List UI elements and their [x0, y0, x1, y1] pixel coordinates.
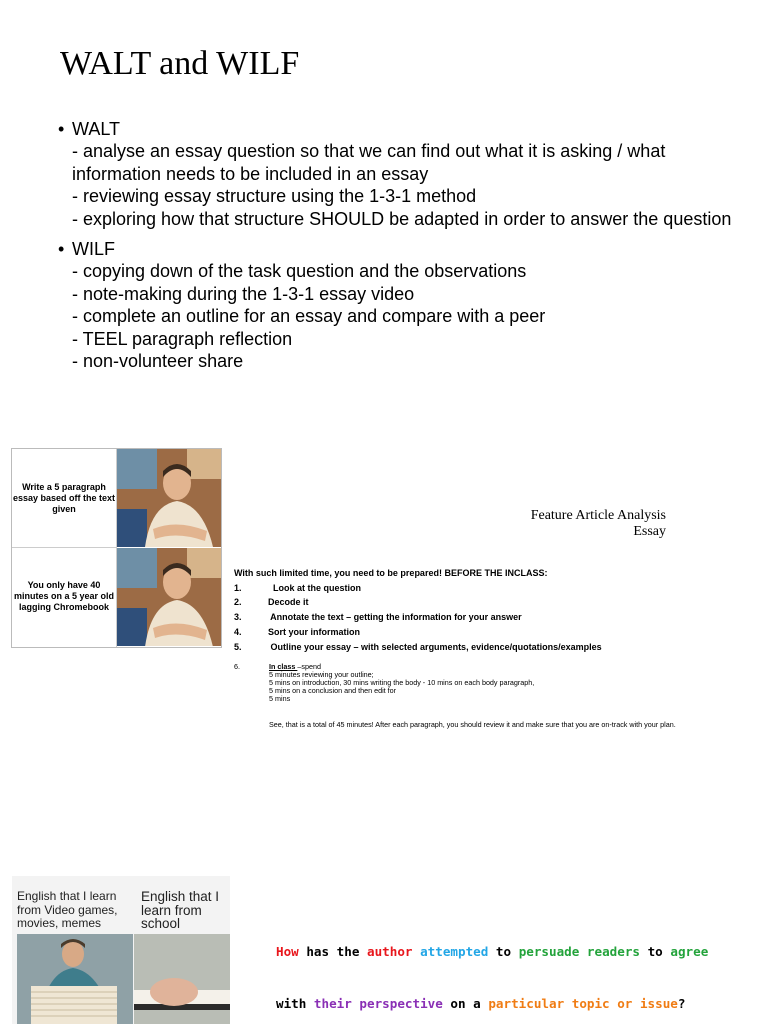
question-word: with [276, 996, 314, 1011]
feature-article-heading [500, 508, 666, 540]
step-number: 3. [234, 612, 242, 623]
step-number: 1. [234, 582, 242, 593]
question-word: agree [670, 944, 709, 959]
spend-text: –spend [297, 662, 321, 671]
question-word: has the [298, 944, 367, 959]
wilf-label: WILF [72, 239, 115, 260]
prep-intro: With such limited time, you need to be prepared! BEFORE THE INCLASS: [234, 568, 548, 578]
step-6-line: 5 mins [269, 694, 291, 703]
wilf-item: - complete an outline for an essay and compare with a peer [72, 306, 546, 327]
question-word: persuade readers [518, 944, 641, 959]
in-class-label: In class [269, 662, 298, 671]
question-word: author [367, 944, 413, 959]
step-number: 4. [234, 626, 242, 637]
step-6-body [269, 663, 749, 703]
step-text: Annotate the text – getting the information for your answer [268, 612, 522, 623]
wilf-item: - non-volunteer share [72, 351, 244, 372]
prep-step [234, 595, 754, 610]
walt-item: - analyse an essay question so that we can find out what it is asking / what information needs to be included in an essay [72, 141, 666, 184]
meme-image-joey [11, 448, 222, 648]
step-text: Decode it [268, 597, 309, 608]
prep-step [234, 640, 754, 655]
meme-image-english [12, 876, 230, 1024]
walt-bullet [58, 118, 748, 230]
question-word: their perspective [313, 996, 443, 1011]
prep-step [234, 625, 754, 640]
meme-panel-caption: Write a 5 paragraph essay based off the text given [12, 482, 116, 514]
step-text: Look at the question [268, 582, 362, 593]
essay-question-line-1 [276, 944, 708, 960]
prep-steps [234, 566, 754, 655]
objectives-list [58, 118, 748, 380]
question-word: to [488, 944, 519, 959]
question-word: attempted [420, 944, 489, 959]
prep-summary: See, that is a total of 45 minutes! After each paragraph, you should review it and make sure that you are on-track with your plan. [269, 720, 676, 729]
meme-caption-right: English that I learn from school [141, 889, 220, 931]
walt-item: - exploring how that structure SHOULD be adapted in order to answer the question [72, 208, 732, 229]
step-6-line: 5 mins on a conclusion and then edit for [269, 686, 397, 695]
bullet-dot: • [58, 119, 65, 139]
books-photo [17, 934, 133, 1024]
wilf-bullet [58, 238, 748, 372]
step-text: Sort your information [268, 626, 360, 637]
step-number: 5. [234, 641, 242, 652]
step-6-line: 5 mins on introduction, 30 mins writing the body - 10 mins on each body paragraph, [269, 678, 535, 687]
question-word: on a [442, 996, 489, 1011]
walt-item: - reviewing essay structure using the 1-3-1 method [72, 186, 477, 207]
prep-step [234, 581, 754, 596]
step-number: 2. [234, 597, 242, 608]
question-word: to [640, 944, 671, 959]
walt-label: WALT [72, 119, 120, 139]
bullet-dot: • [58, 239, 65, 260]
question-word: ? [677, 996, 686, 1011]
man-photo [117, 449, 221, 547]
essay-question-line-2 [276, 996, 685, 1012]
wilf-item: - TEEL paragraph reflection [72, 328, 293, 349]
question-word [413, 944, 421, 959]
slide-title: WALT and WILF [60, 45, 300, 82]
question-word: How [276, 944, 299, 959]
feature-article-line: Feature Article Analysis [530, 508, 666, 523]
divider [12, 547, 116, 548]
step-6-line: 5 minutes reviewing your outline; [269, 670, 374, 679]
man-photo [117, 548, 221, 646]
prep-step [234, 610, 754, 625]
wilf-item: - note-making during the 1-3-1 essay video [72, 283, 415, 304]
step-number: 6. [234, 662, 240, 671]
step-text: Outline your essay – with selected arguments, evidence/quotations/examples [268, 641, 602, 652]
feature-article-line: Essay [633, 524, 666, 539]
wilf-item: - copying down of the task question and the observations [72, 261, 527, 282]
book-page-photo [134, 934, 230, 1024]
meme-caption-left: English that I learn from Video games, movies, memes [17, 889, 118, 930]
meme-panel-caption: You only have 40 minutes on a 5 year old lagging Chromebook [13, 580, 115, 612]
question-word: particular topic or issue [488, 996, 678, 1011]
